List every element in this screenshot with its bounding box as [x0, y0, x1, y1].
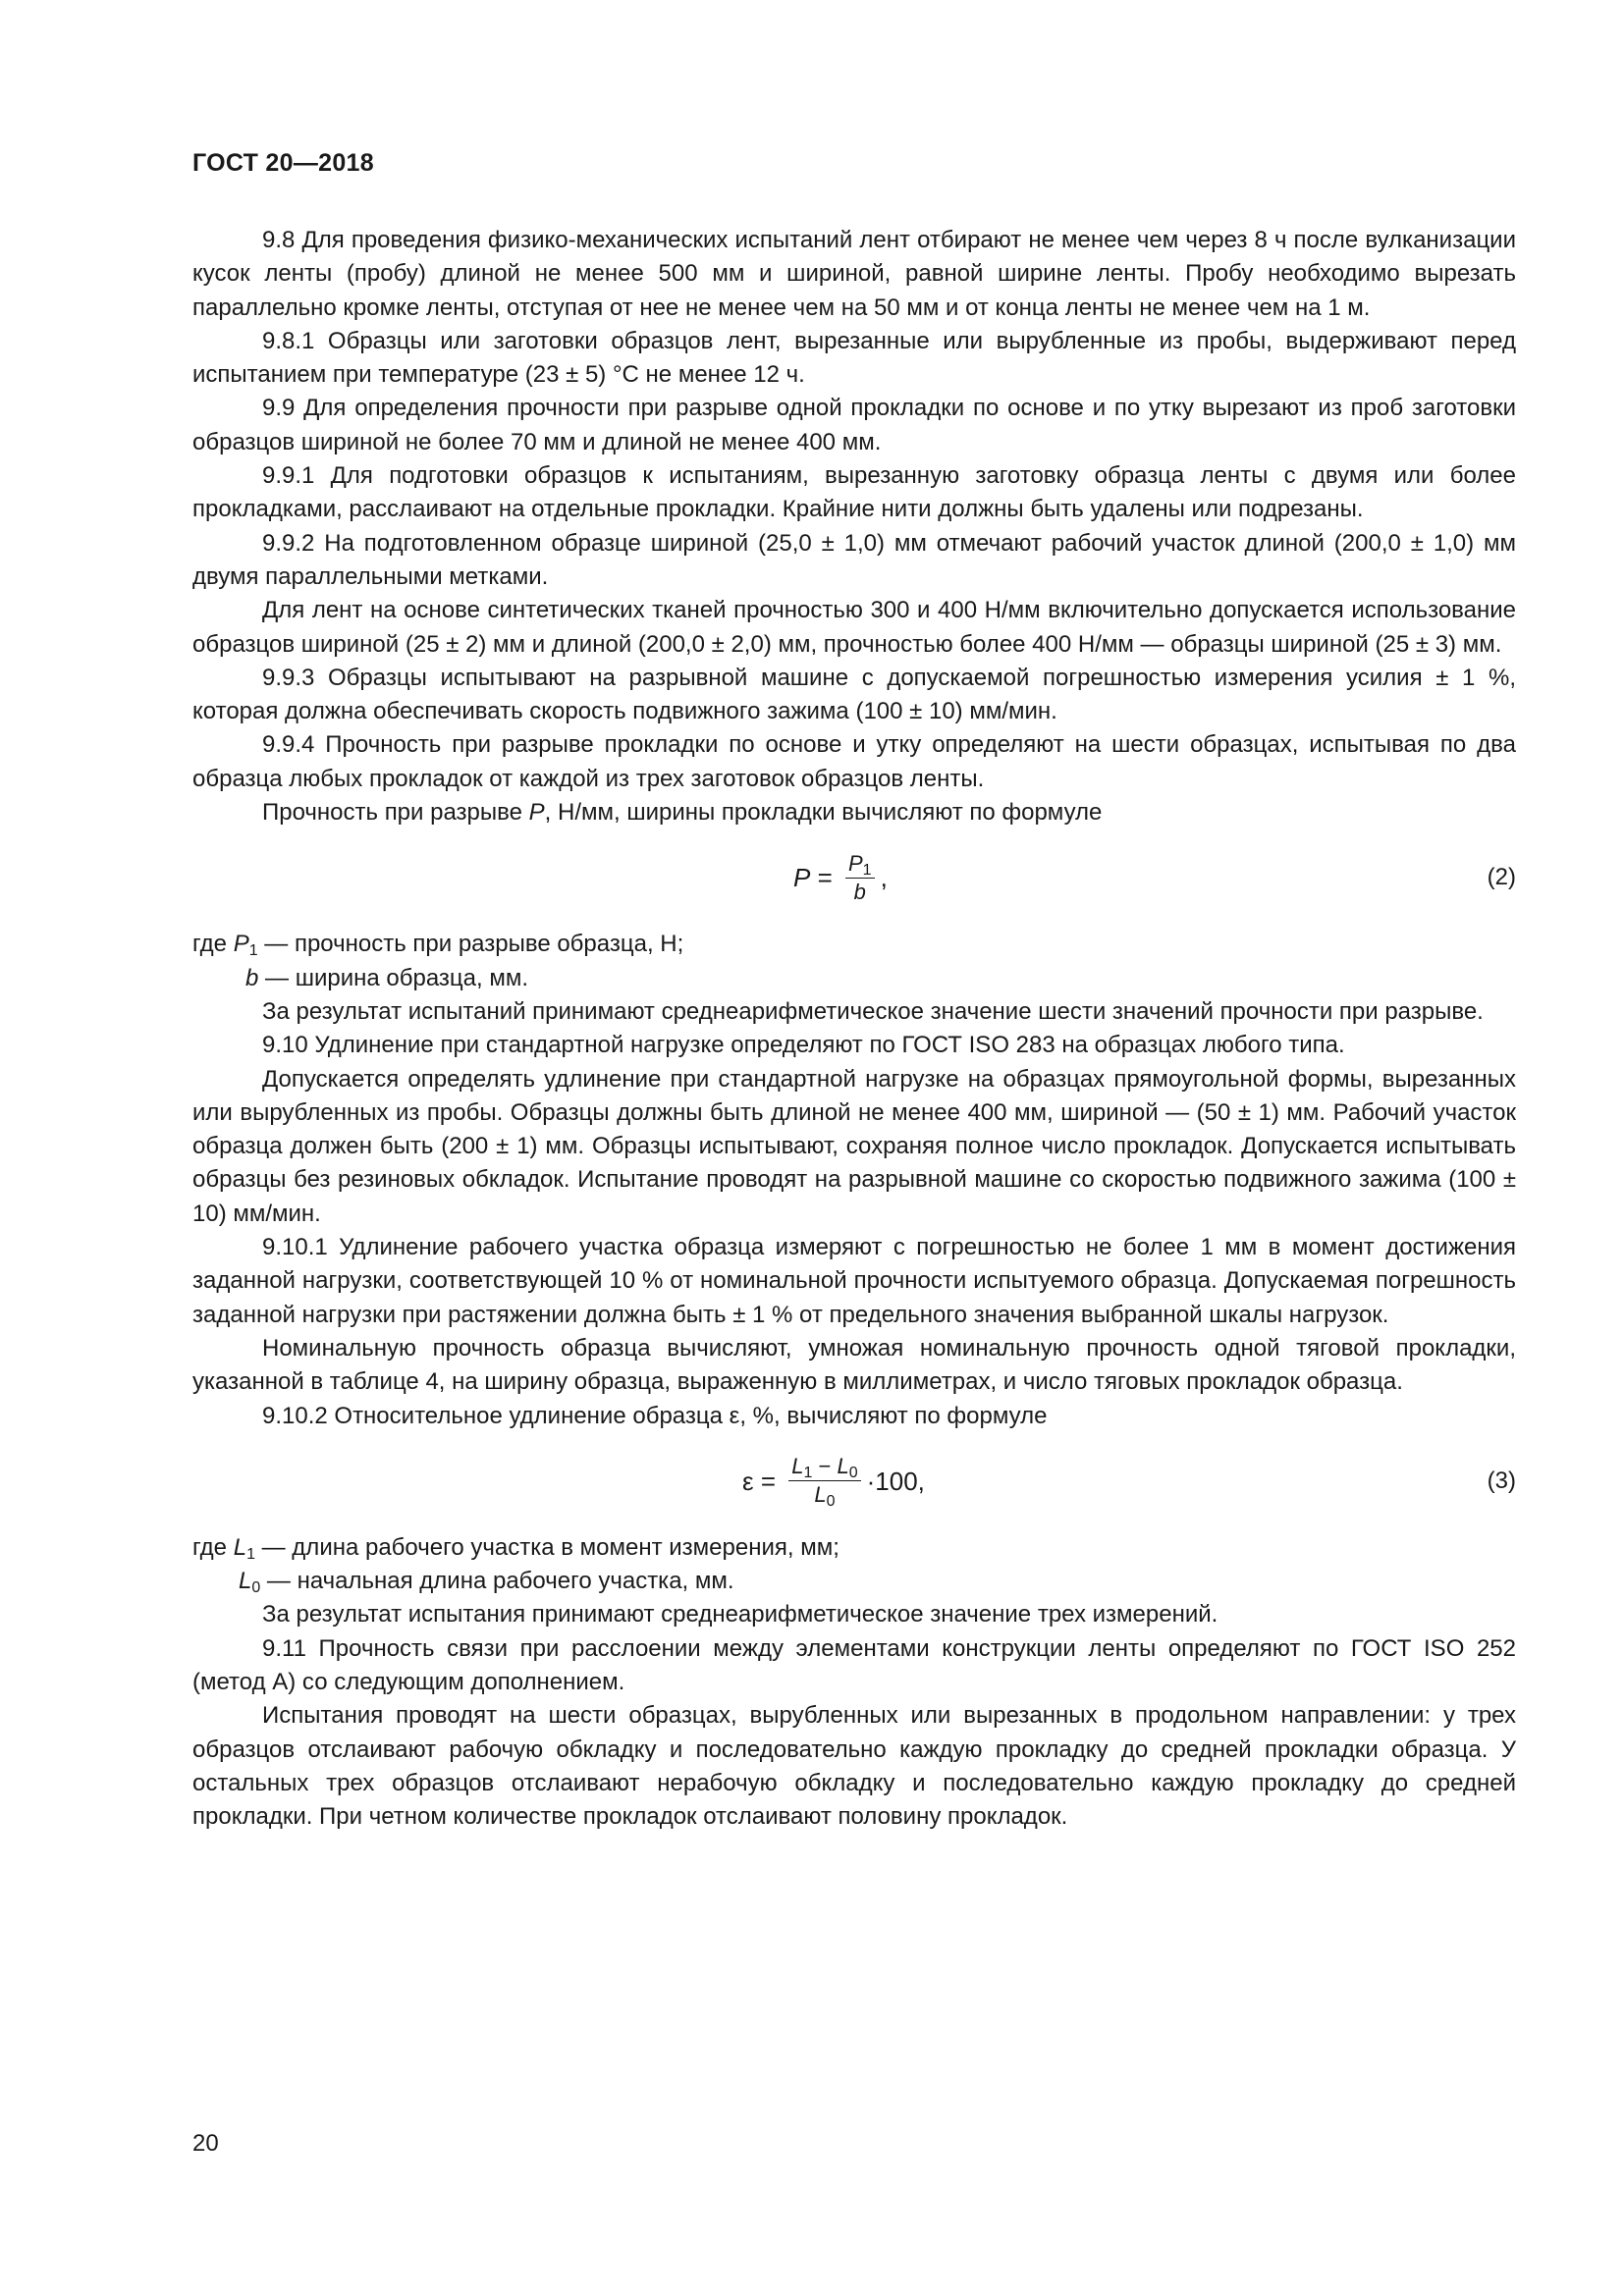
document-body — [192, 224, 1516, 1834]
paragraph-result-three: За результат испытания принимают среднеарифметическое значение трех измерений. — [262, 1601, 1218, 1629]
where-description: — прочность при разрыве образца, Н; — [257, 931, 684, 958]
where-prefix: где — [192, 931, 234, 958]
formula-2-fraction — [845, 850, 875, 906]
formula-3-denominator — [811, 1481, 838, 1509]
paragraph-result-average: За результат испытаний принимают среднеарифметическое значение шести значений прочности при разрыве. — [262, 997, 1484, 1025]
where-description: — ширина образца, мм. — [258, 964, 528, 991]
formula-2-number: (2) — [1487, 864, 1516, 891]
formula-3-where-line-2 — [192, 1565, 1516, 1598]
formula-3-fraction — [788, 1453, 860, 1509]
paragraph-9-9: 9.9 Для определения прочности при разрыве одной прокладки по основе и по утку вырезают из проб заготовки образцов шириной не более 70 мм и длиной не менее 400 мм. — [192, 395, 1516, 455]
formula-3-number: (3) — [1487, 1467, 1516, 1494]
where-var-sub: 0 — [251, 1579, 261, 1597]
formula-3-num-a-sub: 1 — [803, 1465, 813, 1482]
where-var-sub: 1 — [248, 942, 258, 960]
paragraph-9-10-2: 9.10.2 Относительное удлинение образца ε, %, вычисляют по формуле — [262, 1402, 1048, 1429]
paragraph-rectangular-samples: Допускается определять удлинение при стандартной нагрузке на образцах прямоугольной формы, вырезанных или вырубленных из пробы. Образцы должны быть длиной не менее 400 мм, шириной — (50 ± 1) мм. Рабочий участок образца должен быть (200 ± 1) мм. Образцы испытывают, сохраняя полное число прокладок. Допускается испытывать образцы без резиновых обкладок. Испытание проводят на разрывной машине со скоростью подвижного зажима (100 ± 10) мм/мин. — [192, 1065, 1516, 1227]
paragraph-9-10: 9.10 Удлинение при стандартной нагрузке определяют по ГОСТ ISO 283 на образцах любого типа. — [262, 1032, 1345, 1059]
where-var: b — [245, 964, 259, 991]
formula-2-where-line-1 — [192, 928, 1516, 961]
formula-2-equals: = — [810, 863, 839, 893]
formula-3-expression — [742, 1437, 925, 1525]
formula-2 — [192, 833, 1516, 922]
where-prefix: где — [192, 1533, 234, 1561]
formula-3-num-b: L — [837, 1454, 849, 1479]
where-var: L — [239, 1568, 252, 1595]
formula-2-num-var: P — [847, 850, 863, 876]
paragraph-9-8-1: 9.8.1 Образцы или заготовки образцов лент, вырезанные или вырубленные из пробы, выдерживают перед испытанием при температуре (23 ± 5) °С не менее 12 ч. — [192, 327, 1516, 389]
paragraph-9-9-3: 9.9.3 Образцы испытывают на разрывной машине с допускаемой погрешностью измерения усилия ± 1 %, которая должна обеспечивать скорость подвижного зажима (100 ± 10) мм/мин. — [192, 664, 1516, 725]
paragraph-9-9-2: 9.9.2 На подготовленном образце шириной (25,0 ± 1,0) мм отмечают рабочий участок длиной (200,0 ± 1,0) мм двумя параллельными метками. — [192, 529, 1516, 590]
where-var: P — [233, 931, 249, 958]
paragraph-synthetic-fabrics: Для лент на основе синтетических тканей прочностью 300 и 400 Н/мм включительно допускается использование образцов шириной (25 ± 2) мм и длиной (200,0 ± 2,0) мм, прочностью более 400 Н/мм — образцы шириной (25 ± 3) мм. — [192, 597, 1516, 658]
page-number: 20 — [192, 2130, 219, 2157]
paragraph-9-9-1: 9.9.1 Для подготовки образцов к испытаниям, вырезанную заготовку образца ленты с двумя или более прокладками, расслаивают на отдельные прокладки. Крайние нити должны быть удалены или подрезаны. — [192, 462, 1516, 523]
formula-2-expression — [793, 833, 888, 922]
paragraph-9-9-4: 9.9.4 Прочность при разрыве прокладки по основе и утку определяют на шести образцах, испытывая по два образца любых прокладок от каждой из трех заготовок образцов ленты. — [192, 731, 1516, 792]
where-description: — начальная длина рабочего участка, мм. — [260, 1568, 734, 1595]
formula-2-intro — [192, 796, 1516, 829]
formula-2-intro-variable: P — [528, 799, 545, 827]
formula-2-where-line-2 — [192, 962, 1516, 995]
formula-3-num-a: L — [791, 1454, 804, 1479]
paragraph-nominal-strength: Номинальную прочность образца вычисляют, умножая номинальную прочность одной тяговой прокладки, указанной в таблице 4, на ширину образца, выраженную в миллиметрах, и число тяговых прокладок образца. — [192, 1334, 1516, 1396]
where-var-sub: 1 — [246, 1545, 255, 1563]
formula-2-numerator — [845, 850, 875, 879]
formula-3-minus: − — [812, 1454, 838, 1479]
formula-3-numerator — [788, 1453, 860, 1481]
formula-2-lhs: P — [793, 863, 811, 893]
formula-2-intro-tail: , Н/мм, ширины прокладки вычисляют по формуле — [544, 799, 1103, 827]
formula-3-den-sub: 0 — [826, 1493, 836, 1511]
paragraph-9-11: 9.11 Прочность связи при расслоении между элементами конструкции ленты определяют по ГОСТ ISO 252 (метод А) со следующим дополнением. — [192, 1634, 1516, 1695]
formula-3-where-line-1 — [192, 1531, 1516, 1565]
where-var: L — [233, 1533, 247, 1561]
paragraph-delamination-tests: Испытания проводят на шести образцах, вырубленных или вырезанных в продольном направлении: у трех образцов отслаивают рабочую обкладку и последовательно каждую прокладку до средней прокладки образца. У остальных трех образцов отслаивают нерабочую обкладку и последовательно каждую прокладку до средней прокладки. При четном количестве прокладок отслаивают половину прокладок. — [192, 1702, 1516, 1831]
formula-3 — [192, 1437, 1516, 1525]
formula-3-lhs: ε — [742, 1466, 754, 1496]
paragraph-9-10-1: 9.10.1 Удлинение рабочего участка образца измеряют с погрешностью не более 1 мм в момент достижения заданной нагрузки, соответствующей 10 % от номинальной прочности испытуемого образца. Допускаемая погрешность заданной нагрузки при растяжении должна быть ± 1 % от предельного значения выбранной шкалы нагрузок. — [192, 1234, 1516, 1328]
formula-3-den-var: L — [814, 1482, 827, 1508]
formula-3-tail: ·100, — [866, 1466, 925, 1496]
formula-3-num-b-sub: 0 — [848, 1465, 858, 1482]
formula-2-tail: , — [880, 863, 888, 893]
document-header: ГОСТ 20—2018 — [192, 149, 374, 177]
formula-3-equals: = — [753, 1466, 784, 1496]
paragraph-9-8: 9.8 Для проведения физико-механических испытаний лент отбирают не менее чем через 8 ч после вулканизации кусок ленты (пробу) длиной не менее 500 мм и шириной, равной ширине ленты. Пробу необходимо вырезать параллельно кромке ленты, отступая от нее не менее чем на 50 мм и от конца ленты не менее чем на 1 м. — [192, 227, 1516, 321]
where-description: — длина рабочего участка в момент измерения, мм; — [254, 1533, 839, 1561]
formula-2-intro-text: Прочность при разрыве — [262, 799, 529, 827]
formula-2-num-sub: 1 — [862, 861, 872, 879]
formula-2-denominator: b — [853, 879, 866, 904]
